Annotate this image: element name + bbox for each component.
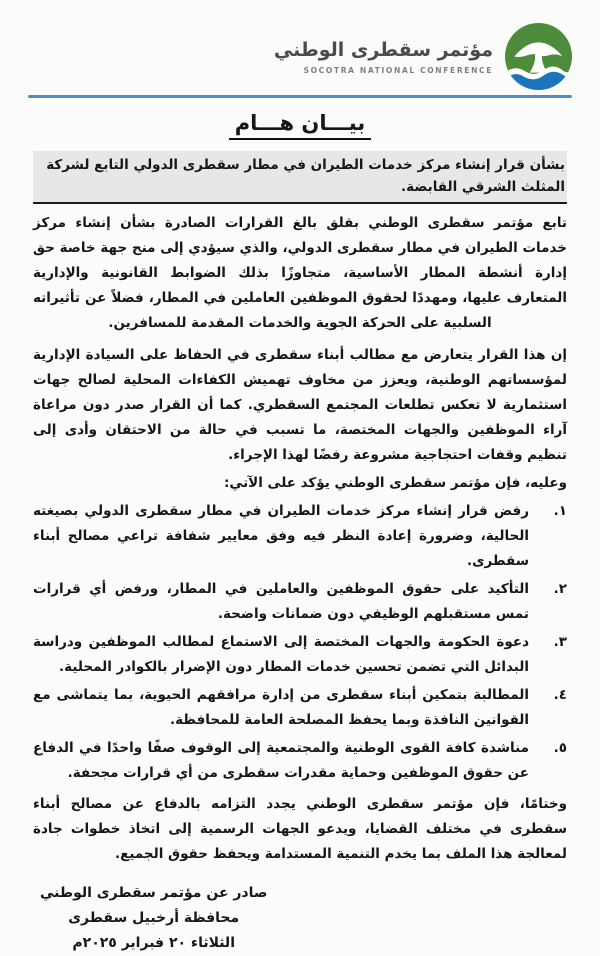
header-divider-line bbox=[28, 95, 572, 98]
list-item bbox=[33, 683, 567, 733]
list-intro: وعليه، فإن مؤتمر سقطرى الوطني يؤكد على الآتي: bbox=[224, 475, 567, 491]
list-item-text: المطالبة بتمكين أبناء سقطرى من إدارة مرافقهم الحيوية، بما يتماشى مع القوانين النافذة وبما يحفظ المصلحة العامة للمحافظة. bbox=[33, 687, 529, 728]
paragraph-1: تابع مؤتمر سقطرى الوطني بقلق بالغ القرارات الصادرة بشأن إنشاء مركز خدمات الطيران في مطار سقطرى الدولي، والذي سيؤدي إلى منح جهة خاصة حق إدارة أنشطة المطار الأساسية، متجاوزًا بذلك الضوابط القانونية والإدارية المتعارف عليها، ومهددًا لحقوق الموظفين العاملين في المطار، فضلاً عن تأثيراته السلبية على الحركة الجوية والخدمات المقدمة للمسافرين. bbox=[33, 215, 567, 331]
closing-paragraph: وختامًا، فإن مؤتمر سقطرى الوطني يجدد التزامه بالدفاع عن مصالح أبناء سقطرى في مختلف القضايا، ويدعو الجهات الرسمية إلى اتخاذ خطوات جادة لمعالجة هذا الملف بما يخدم التنمية المستدامة ويحفظ حقوق الجميع. bbox=[33, 796, 567, 862]
document-header bbox=[0, 0, 600, 90]
list-item-number: ٣. bbox=[553, 634, 567, 650]
governorate-line: محافظة أرخبيل سقطرى bbox=[68, 910, 240, 926]
logo-wordmark bbox=[274, 38, 493, 75]
logo-english-name: SOCOTRA NATIONAL CONFERENCE bbox=[303, 66, 493, 75]
list-item-number: ٢. bbox=[553, 581, 567, 597]
statement-title-row bbox=[0, 110, 600, 140]
signature-block bbox=[40, 881, 267, 956]
logo-arabic-name: مؤتمر سقطرى الوطني bbox=[273, 39, 493, 61]
list-item bbox=[33, 577, 567, 627]
subject-line: بشأن قرار إنشاء مركز خدمات الطيران في مطار سقطرى الدولي التابع لشركة المثلث الشرقي القابضة. bbox=[33, 151, 567, 204]
list-item-text: دعوة الحكومة والجهات المختصة إلى الاستماع لمطالب الموظفين ودراسة البدائل التي تضمن تحسين خدمات المطار دون الإضرار بالكوادر المحلية. bbox=[33, 634, 529, 675]
list-item-number: ٥. bbox=[553, 740, 567, 756]
list-item bbox=[33, 499, 567, 574]
list-item bbox=[33, 736, 567, 786]
date-line: الثلاثاء ٢٠ فبراير ٢٠٢٥م bbox=[72, 935, 235, 951]
paragraph-2: إن هذا القرار يتعارض مع مطالب أبناء سقطرى في الحفاظ على السيادة الإدارية لمؤسساتهم الوطنية، ويعزز من مخاوف تهميش الكفاءات المحلية لصالح جهات استثمارية لا تعكس تطلعات المجتمع السقطري. كما أن القرار صدر دون مراعاة آراء الموظفين والجهات المختصة، ما تسبب في حالة من الاحتقان وأدى إلى تنظيم وقفات احتجاجية مشروعة رفضًا لهذا الإجراء. bbox=[33, 347, 567, 463]
demands-list bbox=[33, 499, 567, 786]
list-item-text: التأكيد على حقوق الموظفين والعاملين في المطار، ورفض أي قرارات تمس مستقبلهم الوظيفي دون ضمانات واضحة. bbox=[33, 581, 529, 622]
list-item-text: رفض قرار إنشاء مركز خدمات الطيران في مطار سقطرى الدولي بصيغته الحالية، وضرورة إعادة النظر فيه وفق معايير شفافة تراعي مصالح أبناء سقطرى. bbox=[33, 503, 529, 569]
socotra-dragon-tree-logo-icon bbox=[505, 23, 572, 90]
list-item-number: ١. bbox=[553, 503, 567, 519]
issued-by-line: صادر عن مؤتمر سقطرى الوطني bbox=[40, 885, 268, 901]
list-item bbox=[33, 630, 567, 680]
list-item-text: مناشدة كافة القوى الوطنية والمجتمعية إلى الوقوف صفًا واحدًا في الدفاع عن حقوق الموظفين وحماية مقدرات سقطرى من أي قرارات مجحفة. bbox=[33, 740, 529, 781]
statement-title: بيـــان هـــام bbox=[229, 110, 371, 140]
list-item-number: ٤. bbox=[553, 687, 567, 703]
